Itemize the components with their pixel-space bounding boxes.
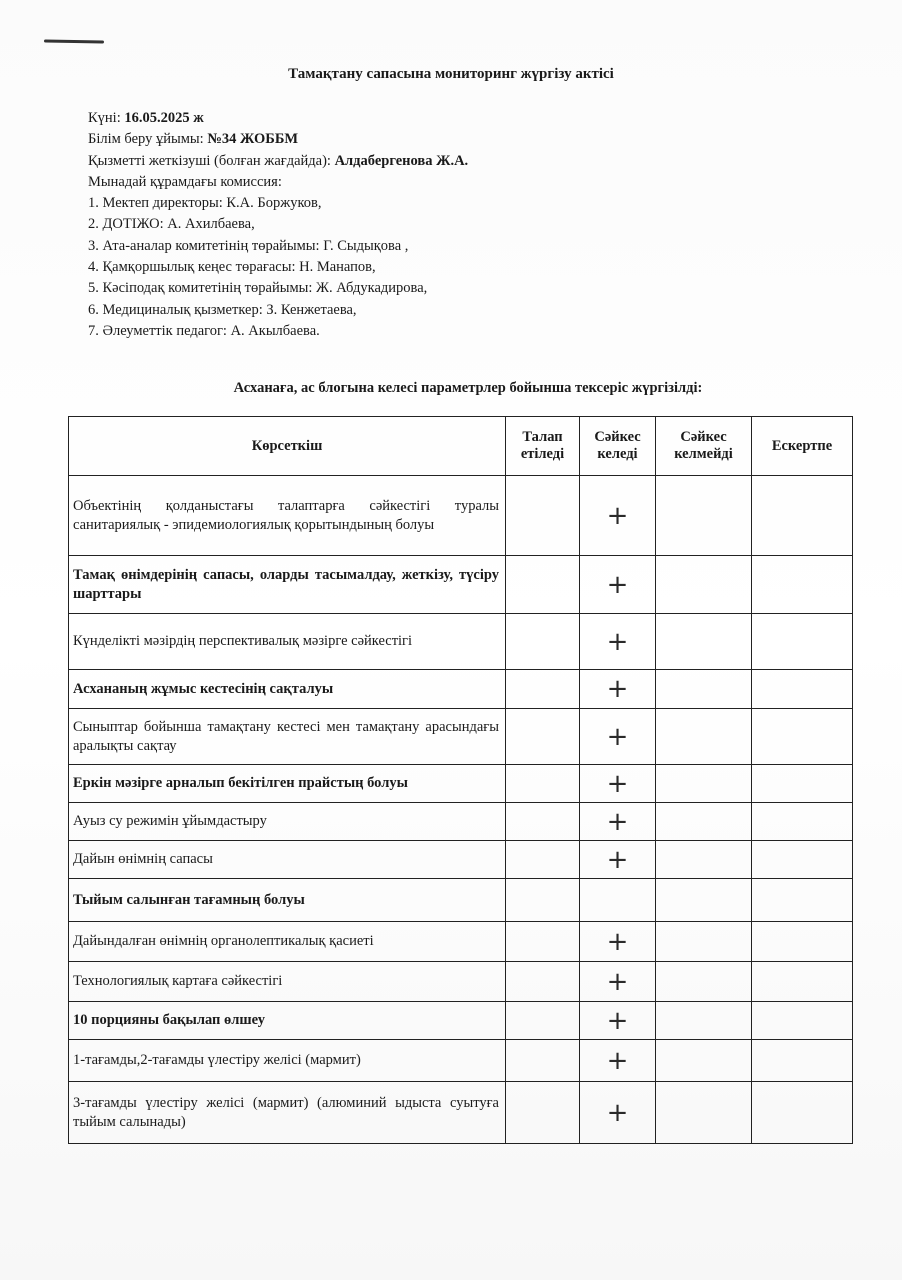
- note-cell: [752, 922, 853, 962]
- compliant-mark: +: [580, 803, 656, 841]
- noncompliant-cell: [656, 670, 752, 709]
- header-indicator: Көрсеткіш: [69, 417, 506, 476]
- required-cell: [506, 476, 580, 556]
- indicator-cell: Сыныптар бойынша тамақтану кестесі мен тамақтану арасындағы аралықты сақтау: [69, 709, 506, 765]
- header-compliant: Сәйкес келеді: [580, 417, 656, 476]
- table-row: [69, 709, 853, 765]
- commission-member: 5. Кәсіподақ комитетінің төрайымы: Ж. Абдукадирова,: [88, 280, 428, 297]
- noncompliant-cell: [656, 765, 752, 803]
- table-row: [69, 1002, 853, 1040]
- required-cell: [506, 879, 580, 922]
- header-noncompliant: Сәйкес келмейді: [656, 417, 752, 476]
- required-cell: [506, 803, 580, 841]
- compliant-mark: +: [580, 614, 656, 670]
- required-cell: [506, 1002, 580, 1040]
- noncompliant-cell: [656, 879, 752, 922]
- note-cell: [752, 1002, 853, 1040]
- compliant-mark: +: [580, 709, 656, 765]
- compliant-mark: +: [580, 1082, 656, 1144]
- noncompliant-cell: [656, 1040, 752, 1082]
- required-cell: [506, 1040, 580, 1082]
- required-cell: [506, 841, 580, 879]
- noncompliant-cell: [656, 709, 752, 765]
- note-cell: [752, 841, 853, 879]
- provider-value: Алдабергенова Ж.А.: [334, 152, 469, 169]
- noncompliant-cell: [656, 1082, 752, 1144]
- indicator-cell: Тамақ өнімдерінің сапасы, оларды тасымалдау, жеткізу, түсіру шарттары: [69, 556, 506, 614]
- table-row: [69, 765, 853, 803]
- noncompliant-cell: [656, 841, 752, 879]
- indicator-cell: Асхананың жұмыс кестесінің сақталуы: [69, 670, 506, 709]
- noncompliant-cell: [656, 1002, 752, 1040]
- commission-member: 4. Қамқоршылық кеңес төрағасы: Н. Манапов,: [88, 259, 376, 276]
- noncompliant-cell: [656, 614, 752, 670]
- table-row: [69, 922, 853, 962]
- noncompliant-cell: [656, 556, 752, 614]
- org-row: [88, 129, 468, 150]
- required-cell: [506, 962, 580, 1002]
- note-cell: [752, 670, 853, 709]
- header-note: Ескертпе: [752, 417, 853, 476]
- commission-member: 7. Әлеуметтік педагог: А. Акылбаева.: [88, 322, 320, 339]
- table-row: [69, 476, 853, 556]
- note-cell: [752, 1040, 853, 1082]
- indicator-cell: Күнделікті мәзірдің перспективалық мәзірге сәйкестігі: [69, 614, 506, 670]
- note-cell: [752, 476, 853, 556]
- noncompliant-cell: [656, 922, 752, 962]
- commission-member: 3. Ата-аналар комитетінің төрайымы: Г. Сыдықова ,: [88, 237, 409, 254]
- compliant-mark: +: [580, 841, 656, 879]
- indicator-cell: Ауыз су режимін ұйымдастыру: [69, 803, 506, 841]
- table-header-row: [69, 417, 853, 476]
- document-info: [88, 108, 468, 342]
- compliant-mark: +: [580, 1040, 656, 1082]
- required-cell: [506, 709, 580, 765]
- compliant-mark: +: [580, 922, 656, 962]
- commission-member: 1. Мектеп директоры: К.А. Боржуков,: [88, 195, 322, 212]
- compliant-mark: +: [580, 670, 656, 709]
- org-label: Білім беру ұйымы:: [88, 131, 204, 148]
- table-row: [69, 1082, 853, 1144]
- note-cell: [752, 556, 853, 614]
- required-cell: [506, 765, 580, 803]
- indicator-cell: Технологиялық картаға сәйкестігі: [69, 962, 506, 1002]
- compliant-mark: +: [580, 556, 656, 614]
- indicator-cell: Тыйым салынған тағамның болуы: [69, 879, 506, 922]
- note-cell: [752, 879, 853, 922]
- required-cell: [506, 614, 580, 670]
- compliant-mark: +: [580, 962, 656, 1002]
- note-cell: [752, 803, 853, 841]
- table-row: [69, 556, 853, 614]
- indicator-cell: Дайындалған өнімнің органолептикалық қасиеті: [69, 922, 506, 962]
- required-cell: [506, 1082, 580, 1144]
- commission-member: 6. Медициналық қызметкер: З. Кенжетаева,: [88, 301, 357, 318]
- inspection-table: [68, 416, 853, 1144]
- table-row: [69, 614, 853, 670]
- section-title: Асханаға, ас блогына келесі параметрлер бойынша тексеріс жүргізілді:: [233, 380, 703, 396]
- table-row: [69, 879, 853, 922]
- commission-intro: Мынадай құрамдағы комиссия:: [88, 173, 282, 190]
- note-cell: [752, 709, 853, 765]
- compliant-mark: +: [580, 476, 656, 556]
- indicator-cell: Еркін мәзірге арналып бекітілген прайстың болуы: [69, 765, 506, 803]
- required-cell: [506, 556, 580, 614]
- required-cell: [506, 922, 580, 962]
- commission-member: 2. ДОТІЖО: А. Ахилбаева,: [88, 216, 255, 233]
- table-row: [69, 841, 853, 879]
- table-row: [69, 803, 853, 841]
- table-row: [69, 1040, 853, 1082]
- indicator-cell: 1-тағамды,2-тағамды үлестіру желісі (мармит): [69, 1040, 506, 1082]
- table-row: [69, 670, 853, 709]
- provider-row: [88, 151, 468, 172]
- note-cell: [752, 962, 853, 1002]
- header-required: Талап етіледі: [506, 417, 580, 476]
- compliant-mark: [580, 879, 656, 922]
- indicator-cell: Дайын өнімнің сапасы: [69, 841, 506, 879]
- note-cell: [752, 614, 853, 670]
- required-cell: [506, 670, 580, 709]
- note-cell: [752, 1082, 853, 1144]
- noncompliant-cell: [656, 803, 752, 841]
- org-value: №34 ЖОББМ: [207, 131, 299, 148]
- date-label: Күні:: [88, 110, 121, 126]
- provider-label: Қызметті жеткізуші (болған жағдайда):: [88, 152, 331, 169]
- compliant-mark: +: [580, 1002, 656, 1040]
- document-title: Тамақтану сапасына мониторинг жүргізу актісі: [288, 66, 614, 82]
- indicator-cell: 3-тағамды үлестіру желісі (мармит) (алюминий ыдыста суытуға тыйым салынады): [69, 1082, 506, 1144]
- table-row: [69, 962, 853, 1002]
- noncompliant-cell: [656, 476, 752, 556]
- date-value: 16.05.2025 ж: [124, 110, 204, 126]
- noncompliant-cell: [656, 962, 752, 1002]
- indicator-cell: 10 порцияны бақылап өлшеу: [69, 1002, 506, 1040]
- indicator-cell: Объектінің қолданыстағы талаптарға сәйкестігі туралы санитариялық - эпидемиологиялық қорытындының болуы: [69, 476, 506, 556]
- scan-mark: [44, 39, 104, 43]
- date-row: [88, 108, 468, 129]
- compliant-mark: +: [580, 765, 656, 803]
- note-cell: [752, 765, 853, 803]
